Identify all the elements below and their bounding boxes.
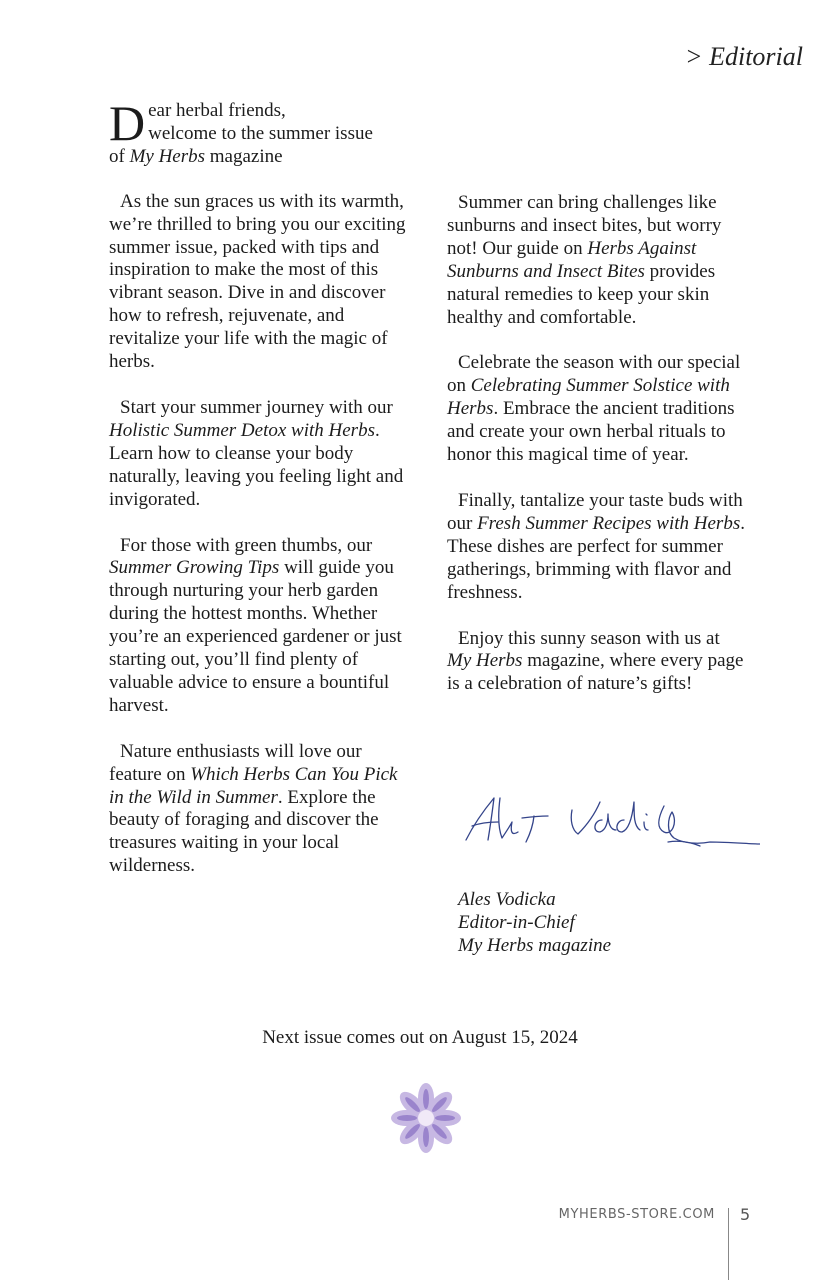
paragraph-3: For those with green thumbs, our Summer Growing Tips will guide you through nurturing your herb garden during the hottest months. Whether you’re an experienced gardener or just starting out, you’ll find plenty of valuable advice to ensure a bountiful harvest.	[109, 534, 402, 716]
drop-cap: D	[109, 95, 146, 151]
paragraph-7: Finally, tantalize your taste buds with our Fresh Summer Recipes with Herbs. These dishes are perfect for summer gatherings, brimming with flavor and freshness.	[447, 489, 745, 603]
flower-center	[418, 1110, 434, 1126]
next-issue-notice: Next issue comes out on August 15, 2024	[262, 1027, 578, 1048]
flower-petal-vein	[397, 1115, 417, 1121]
flower-petal-vein	[435, 1115, 455, 1121]
salutation-line-3: of My Herbs magazine	[109, 145, 283, 167]
footer-divider	[728, 1208, 729, 1280]
signature-image	[460, 792, 760, 867]
paragraph-6: Celebrate the season with our special on Celebrating Summer Solstice with Herbs. Embrace the ancient traditions and create your own herbal rituals to honor this magical time of year.	[447, 352, 741, 466]
left-column	[109, 95, 409, 878]
paragraph-5: Summer can bring challenges like sunburns and insect bites, but worry not! Our guide on Herbs Against Sunburns and Insect Bites provides natural remedies to keep your skin healthy and comfortable.	[447, 192, 722, 328]
section-label: > Editorial	[685, 42, 803, 71]
salutation	[109, 95, 409, 169]
paragraph-2: Start your summer journey with our Holistic Summer Detox with Herbs. Learn how to cleanse your body naturally, leaving you feeling light and invigorated.	[109, 396, 404, 510]
paragraph-4: Nature enthusiasts will love our feature on Which Herbs Can You Pick in the Wild in Summer. Explore the beauty of foraging and discover the treasures waiting in your local wilderness.	[109, 740, 398, 877]
flower-icon	[386, 1080, 466, 1156]
signer-publication: My Herbs magazine	[458, 934, 612, 956]
flower-petal-vein	[423, 1089, 429, 1109]
signer-name: Ales Vodicka	[458, 889, 556, 910]
flower-petal-vein	[423, 1127, 429, 1147]
signer-title: Editor-in-Chief	[458, 911, 575, 933]
paragraph-1: As the sun graces us with its warmth, we’re thrilled to bring you our exciting summer issue, packed with tips and inspiration to make the most of this vibrant season. Dive in and discover how to refresh, rejuvenate, and revitalize your life with the magic of herbs.	[109, 190, 406, 373]
page-number: 5	[740, 1205, 751, 1224]
footer-site-url: MYHERBS-STORE.COM	[558, 1207, 715, 1222]
signature-block	[458, 889, 611, 958]
paragraph-8: Enjoy this sunny season with us at My Herbs magazine, where every page is a celebration of nature’s gifts!	[447, 627, 744, 695]
right-column	[447, 192, 747, 696]
salutation-line-2: welcome to the summer issue	[148, 122, 373, 144]
salutation-line-1: ear herbal friends,	[148, 100, 286, 121]
